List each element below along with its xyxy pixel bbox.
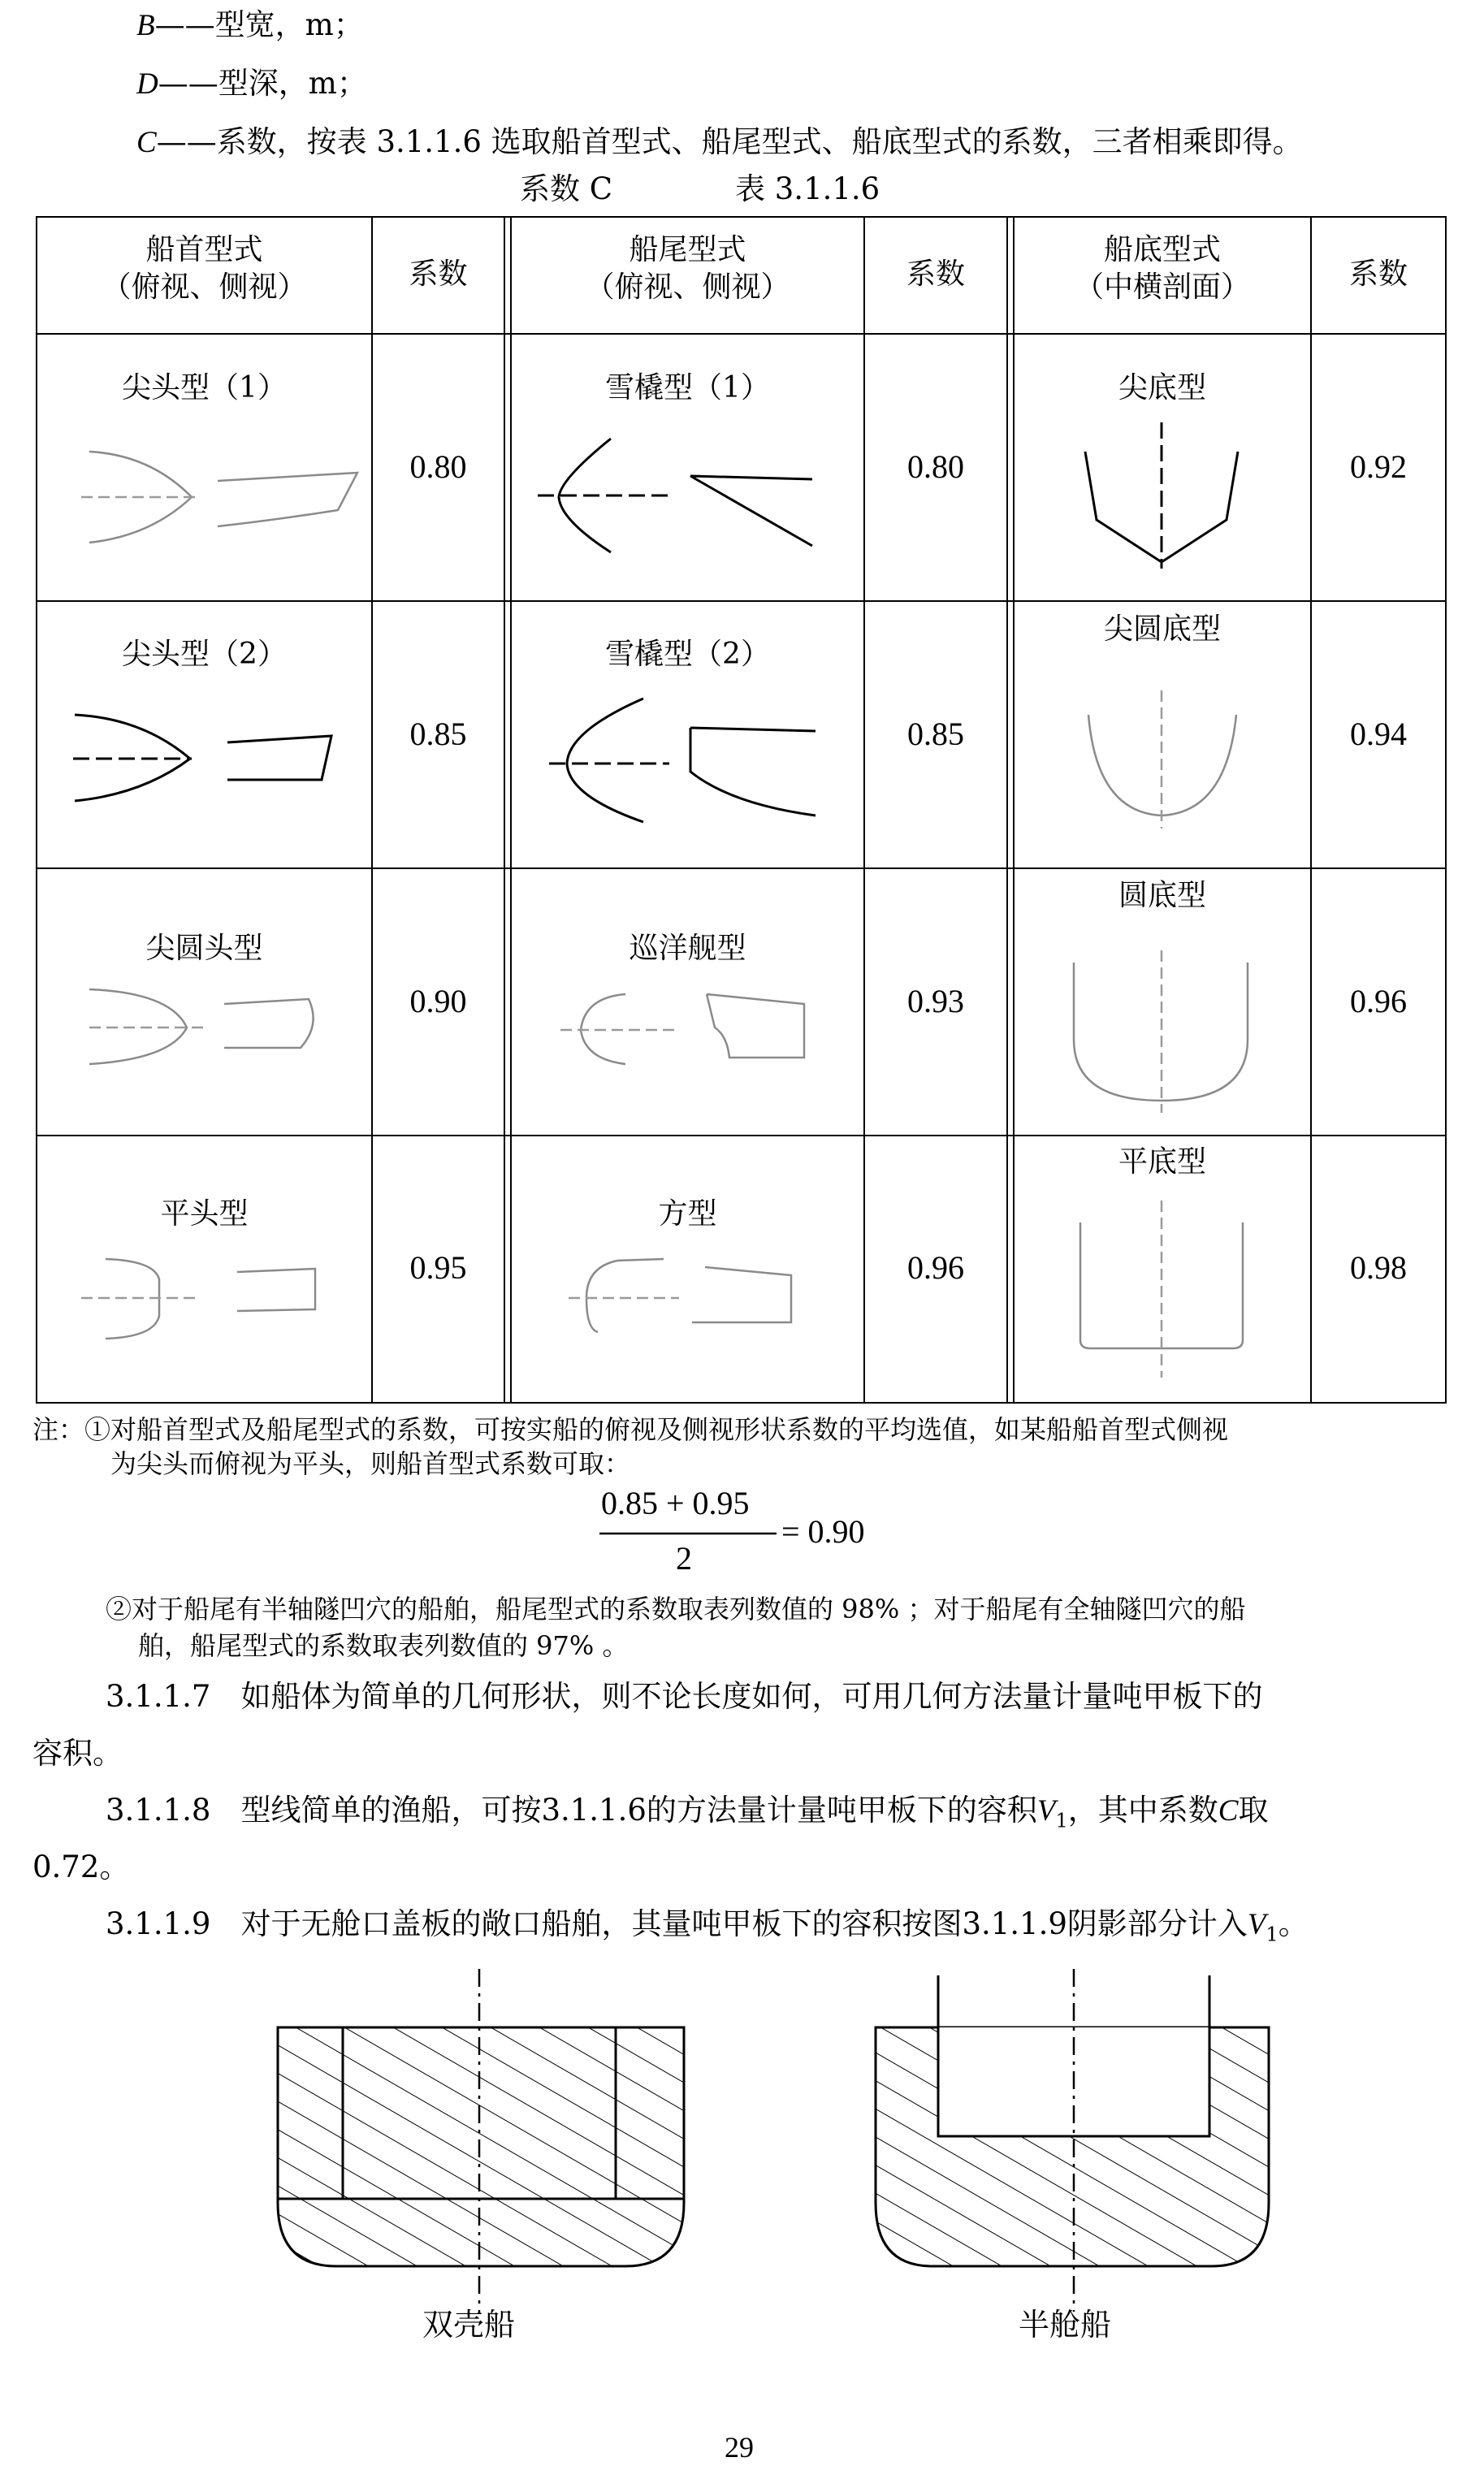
table-caption: 系数 C [520,171,613,206]
row1-bow-coef: 0.80 [409,448,467,485]
note-1-line-1: 注：①对船首型式及船尾型式的系数，可按实船的俯视及侧视形状系数的平均选值，如某船船首型式侧视 [32,1414,1229,1445]
row4-bow-name: 平头型 [160,1197,249,1231]
header-bow: 船首型式 （俯视、侧视） [102,233,307,304]
row4-bottom-name: 平底型 [1118,1145,1206,1179]
row1-stern-name: 雪橇型（1） [605,371,770,405]
header-stern-coef: 系数 [906,257,965,291]
note-1-line-2: 为尖头而俯视为平头，则船首型式系数可取： [110,1448,631,1479]
def-b: B——型宽，m； [136,7,364,42]
row1-bow-name: 尖头型（1） [122,371,287,405]
row4-bottom-coef: 0.98 [1350,1249,1407,1286]
formula-denominator: 2 [676,1540,692,1577]
row4-stern-coef: 0.96 [907,1249,964,1286]
double-hull-diagram [278,1969,684,2312]
header-stern: 船尾型式 （俯视、侧视） [585,233,790,304]
row2-bow-name: 尖头型（2） [122,638,287,671]
row2-stern-name: 雪橇型（2） [605,638,770,671]
formula-result: = 0.90 [781,1513,865,1550]
row3-bottom-coef: 0.96 [1350,983,1407,1019]
note-2-line-2: 舶，船尾型式的系数取表列数值的 97% 。 [138,1630,629,1661]
row2-stern-coef: 0.85 [907,716,964,752]
row1-stern-coef: 0.80 [907,448,964,485]
formula-numerator: 0.85 + 0.95 [601,1485,750,1521]
para-3-1-1-7-line-2: 容积。 [32,1736,123,1771]
def-c: C——系数，按表 3.1.1.6 选取船首型式、船尾型式、船底型式的系数，三者相乘即得。 [136,124,1303,159]
para-3-1-1-9: 3.1.1.9 对于无舱口盖板的敞口船舶，其量吨甲板下的容积按图3.1.1.9阴影部分计入$V_1$。 [106,1906,1309,1946]
para-3-1-1-8-line-1: 3.1.1.8 型线简单的渔船，可按3.1.1.6的方法量计量吨甲板下的容积$V_1$，其中系数C取 [106,1793,1269,1832]
row2-bottom-name: 尖圆底型 [1103,612,1221,646]
row3-stern-name: 巡洋舰型 [629,932,746,965]
page-number: 29 [725,2431,754,2464]
row4-bow-coef: 0.95 [409,1249,467,1286]
table-number: 表 3.1.1.6 [735,171,880,206]
row2-bow-coef: 0.85 [409,716,467,752]
caption-double-hull: 双壳船 [422,2307,516,2343]
row3-bow-name: 尖圆头型 [145,932,263,965]
half-hold-diagram [876,1969,1269,2312]
row3-bow-coef: 0.90 [409,983,467,1019]
header-bow-coef: 系数 [409,257,468,291]
def-d: D——型深，m； [136,66,367,101]
para-3-1-1-7-line-1: 3.1.1.7 如船体为简单的几何形状，则不论长度如何，可用几何方法量计量吨甲板下的 [106,1679,1263,1714]
caption-half-hold: 半舱船 [1019,2307,1112,2343]
row3-stern-coef: 0.93 [907,983,964,1019]
row1-bottom-coef: 0.92 [1350,448,1407,485]
header-bottom: 船底型式 （中横剖面） [1074,233,1250,304]
row1-bottom-name: 尖底型 [1118,371,1206,405]
note-2-line-1: ②对于船尾有半轴隧凹穴的船舶，船尾型式的系数取表列数值的 98% ；对于船尾有全轴隧凹穴的船 [106,1594,1246,1625]
row2-bottom-coef: 0.94 [1350,716,1407,752]
row4-stern-name: 方型 [658,1197,717,1231]
row3-bottom-name: 圆底型 [1118,879,1206,912]
para-3-1-1-8-line-2: 0.72。 [32,1850,130,1884]
header-bottom-coef: 系数 [1348,257,1408,291]
